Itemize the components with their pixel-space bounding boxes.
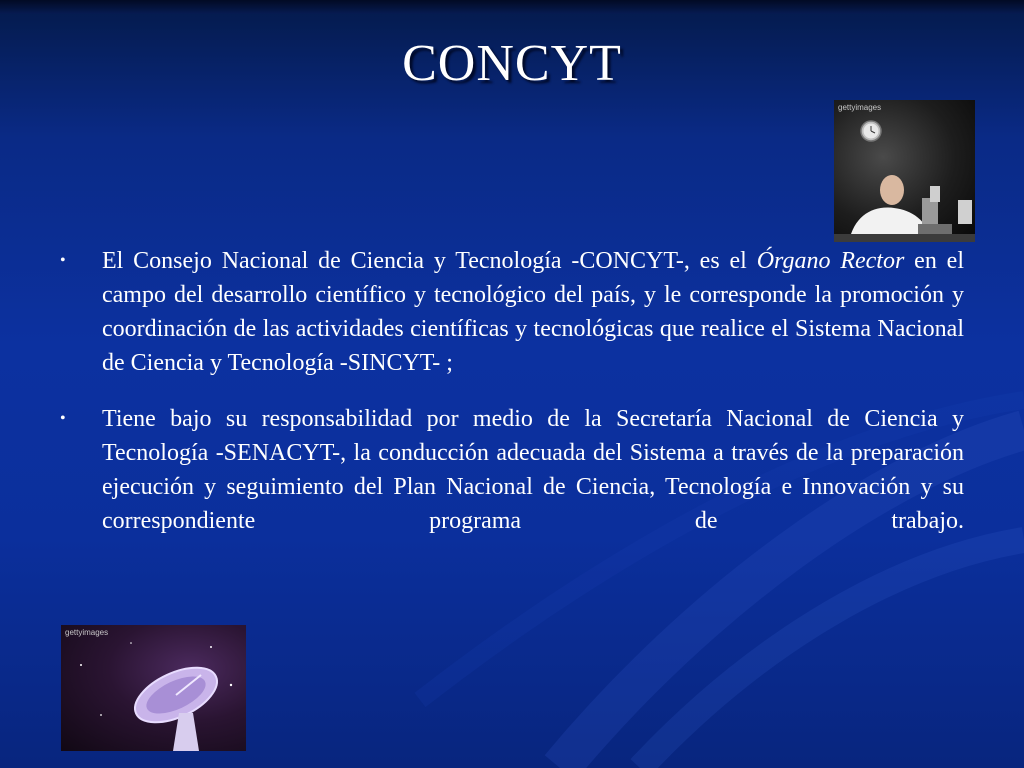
bullet-text: El Consejo Nacional de Ciencia y Tecnología -CONCYT-, es el [102,248,757,274]
slide-title: CONCYT [402,35,622,92]
top-strip [0,0,1024,14]
bullet-item-senacyt [58,402,964,538]
bullet-text: en el campo del desarrollo científico y tecnológico del país, y le corresponde la promoción y coordinación de las actividades científicas y tecnológicas que realice el Sistema Nacional de Ciencia y Tecnología -SINCYT- ; [102,248,964,376]
bullet-text-italic: Órgano Rector [756,248,905,274]
getty-watermark: gettyimages [838,103,882,112]
bullet-item-concyt [58,244,964,380]
bullet-marker: • [60,410,66,427]
getty-watermark: gettyimages [65,628,109,637]
satellite-dish-photo [61,625,246,751]
scientist-microscope-photo [834,100,975,242]
bullet-marker: • [60,252,66,269]
bullet-text-period: . [958,508,964,534]
bullet-text: Tiene bajo su responsabilidad por medio de la Secretaría Nacional de Ciencia y Tecnología -SENACYT-, la conducción adecuada del Sistema a través de la preparación ejecución y seguimiento del Plan Nacional de Ciencia, Tecnología e Innovación y su correspondiente programa de trabajo [102,406,964,534]
slide-body [58,244,964,560]
